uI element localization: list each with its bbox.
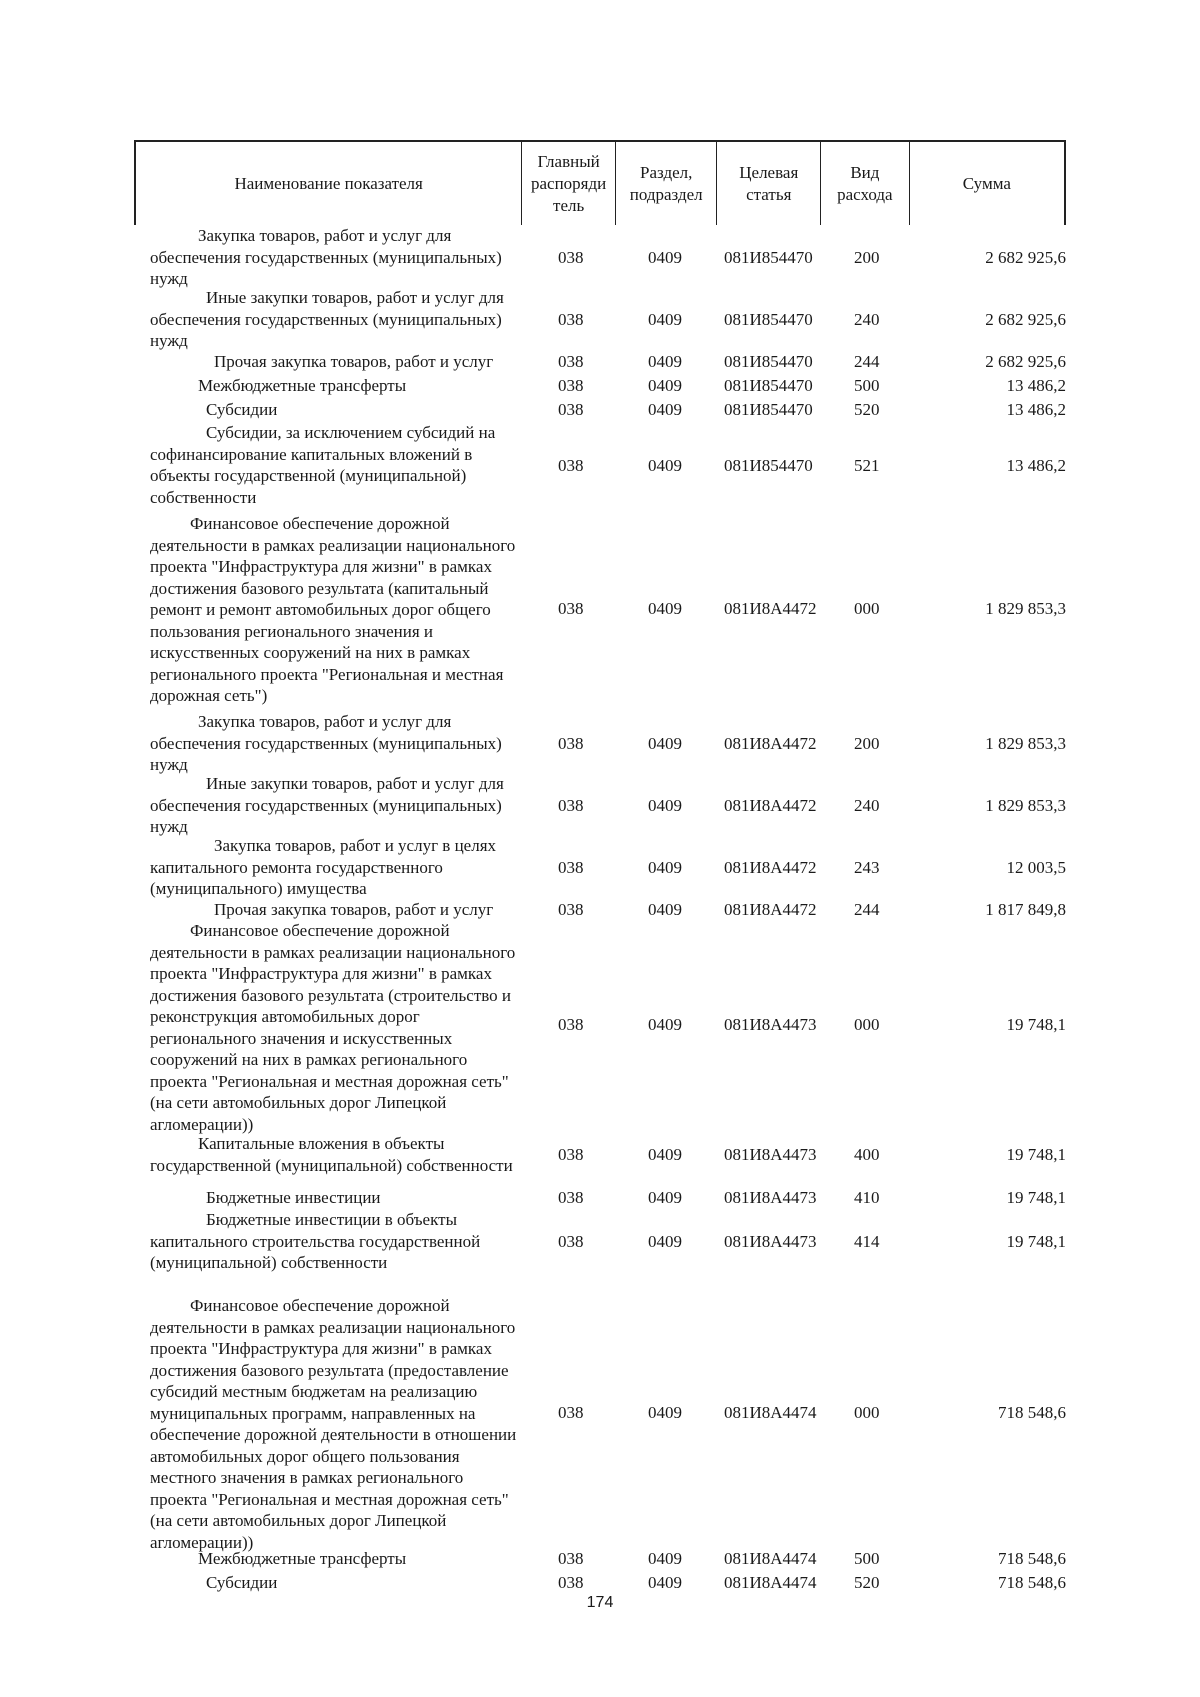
row-celevaya: 081И8А4473 (724, 1232, 817, 1251)
row-summa: 19 748,1 (1006, 1188, 1066, 1207)
row-vid: 240 (854, 796, 880, 815)
row-razdel: 0409 (648, 376, 682, 395)
row-name: Закупка товаров, работ и услуг для обеспечения государственных (муниципальных) нужд (150, 712, 502, 774)
row-celevaya: 081И8А4473 (724, 1188, 817, 1207)
row-glavny: 038 (558, 1573, 584, 1592)
page-number: 174 (586, 1594, 614, 1611)
row-summa: 19 748,1 (1006, 1232, 1066, 1251)
table-row (134, 225, 1066, 290)
row-name: Капитальные вложения в объекты государственной (муниципальной) собственности (150, 1134, 513, 1175)
row-razdel: 0409 (648, 310, 682, 329)
header-celevaya: Целевая статья (716, 142, 820, 225)
row-glavny: 038 (558, 858, 584, 877)
row-summa: 2 682 925,6 (985, 248, 1066, 267)
row-razdel: 0409 (648, 1573, 682, 1592)
row-vid: 500 (854, 1549, 880, 1568)
row-celevaya: 081И854470 (724, 248, 813, 267)
row-summa: 19 748,1 (1006, 1015, 1066, 1034)
row-vid: 410 (854, 1188, 880, 1207)
row-glavny: 038 (558, 310, 584, 329)
row-celevaya: 081И8А4472 (724, 796, 817, 815)
row-celevaya: 081И854470 (724, 400, 813, 419)
row-glavny: 038 (558, 1403, 584, 1422)
row-razdel: 0409 (648, 400, 682, 419)
row-glavny: 038 (558, 376, 584, 395)
table-row (134, 835, 1066, 900)
table-row (134, 1548, 1066, 1570)
table-row (134, 287, 1066, 352)
table-row (134, 773, 1066, 838)
row-vid: 400 (854, 1145, 880, 1164)
row-glavny: 038 (558, 599, 584, 618)
row-name: Бюджетные инвестиции в объекты капитального строительства государственной (муниципальной) собственности (150, 1210, 481, 1272)
row-celevaya: 081И8А4473 (724, 1015, 817, 1034)
table-row (134, 1133, 1066, 1177)
row-celevaya: 081И8А4472 (724, 900, 817, 919)
table-header (134, 140, 1066, 225)
row-summa: 1 817 849,8 (985, 900, 1066, 919)
row-razdel: 0409 (648, 1145, 682, 1164)
row-glavny: 038 (558, 400, 584, 419)
table-row (134, 920, 1066, 1134)
row-name: Межбюджетные трансферты (198, 1549, 407, 1568)
table-row (134, 711, 1066, 776)
row-celevaya: 081И8А4472 (724, 734, 817, 753)
row-celevaya: 081И8А4474 (724, 1403, 817, 1422)
row-glavny: 038 (558, 900, 584, 919)
row-glavny: 038 (558, 248, 584, 267)
row-name: Бюджетные инвестиции (206, 1188, 381, 1207)
row-celevaya: 081И8А4474 (724, 1549, 817, 1568)
row-summa: 13 486,2 (1006, 456, 1066, 475)
row-glavny: 038 (558, 1188, 584, 1207)
row-razdel: 0409 (648, 900, 682, 919)
row-vid: 244 (854, 352, 880, 371)
header-glavny: Главный распоряди тель (521, 142, 615, 225)
row-celevaya: 081И854470 (724, 352, 813, 371)
row-celevaya: 081И8А4474 (724, 1573, 817, 1592)
row-glavny: 038 (558, 1232, 584, 1251)
row-vid: 521 (854, 456, 880, 475)
row-name: Субсидии, за исключением субсидий на софинансирование капитальных вложений в объекты государственной (муниципальной) собственности (150, 423, 496, 507)
row-glavny: 038 (558, 1145, 584, 1164)
row-glavny: 038 (558, 1549, 584, 1568)
row-vid: 520 (854, 400, 880, 419)
row-razdel: 0409 (648, 1015, 682, 1034)
table-row (134, 375, 1066, 397)
row-vid: 244 (854, 900, 880, 919)
row-celevaya: 081И8А4473 (724, 1145, 817, 1164)
row-name: Финансовое обеспечение дорожной деятельности в рамках реализации национального проекта "Инфраструктура для жизни" в рамках достижения базового результата (строительство и реконструкция автомобильных дорог регионального значения и искусственных сооружений на них в рамках регионального проекта "Региональная и местная дорожная сеть" (на сети автомобильных дорог Липецкой агломерации)) (150, 921, 516, 1134)
table-row (134, 1187, 1066, 1209)
row-name: Финансовое обеспечение дорожной деятельности в рамках реализации национального проекта "Инфраструктура для жизни" в рамках достижения базового результата (капитальный ремонт и ремонт автомобильных дорог общего пользования регионального значения и искусственных сооружений на них в рамках регионального проекта "Региональная и местная дорожная сеть") (150, 514, 516, 705)
row-summa: 1 829 853,3 (985, 734, 1066, 753)
table-row (134, 1209, 1066, 1274)
header-vid: Вид расхода (820, 142, 909, 225)
row-razdel: 0409 (648, 796, 682, 815)
row-name: Иные закупки товаров, работ и услуг для обеспечения государственных (муниципальных) нужд (150, 288, 504, 350)
table-row (134, 399, 1066, 421)
row-name: Межбюджетные трансферты (198, 376, 407, 395)
row-celevaya: 081И854470 (724, 456, 813, 475)
row-razdel: 0409 (648, 1403, 682, 1422)
row-razdel: 0409 (648, 1188, 682, 1207)
row-vid: 520 (854, 1573, 880, 1592)
row-razdel: 0409 (648, 1232, 682, 1251)
row-name: Прочая закупка товаров, работ и услуг (214, 900, 494, 919)
table-row (134, 899, 1066, 921)
row-summa: 19 748,1 (1006, 1145, 1066, 1164)
row-vid: 000 (854, 1015, 880, 1034)
row-vid: 500 (854, 376, 880, 395)
row-glavny: 038 (558, 1015, 584, 1034)
row-razdel: 0409 (648, 599, 682, 618)
row-celevaya: 081И854470 (724, 310, 813, 329)
row-name: Прочая закупка товаров, работ и услуг (214, 352, 494, 371)
row-name: Закупка товаров, работ и услуг для обеспечения государственных (муниципальных) нужд (150, 226, 502, 288)
table-row (134, 1572, 1066, 1594)
row-razdel: 0409 (648, 1549, 682, 1568)
table-row (134, 422, 1066, 510)
row-name: Закупка товаров, работ и услуг в целях капитального ремонта государственного (муниципального) имущества (150, 836, 497, 898)
row-name: Иные закупки товаров, работ и услуг для обеспечения государственных (муниципальных) нужд (150, 774, 504, 836)
table-row (134, 351, 1066, 373)
row-razdel: 0409 (648, 858, 682, 877)
table-row (134, 513, 1066, 708)
row-razdel: 0409 (648, 734, 682, 753)
row-summa: 13 486,2 (1006, 376, 1066, 395)
header-summa: Сумма (909, 142, 1064, 225)
row-vid: 200 (854, 734, 880, 753)
row-glavny: 038 (558, 734, 584, 753)
row-glavny: 038 (558, 796, 584, 815)
row-razdel: 0409 (648, 352, 682, 371)
header-name: Наименование показателя (234, 173, 423, 193)
row-summa: 2 682 925,6 (985, 352, 1066, 371)
row-vid: 000 (854, 599, 880, 618)
row-summa: 1 829 853,3 (985, 599, 1066, 618)
row-summa: 718 548,6 (998, 1549, 1066, 1568)
row-vid: 200 (854, 248, 880, 267)
row-vid: 000 (854, 1403, 880, 1422)
row-summa: 13 486,2 (1006, 400, 1066, 419)
row-summa: 12 003,5 (1006, 858, 1066, 877)
row-vid: 243 (854, 858, 880, 877)
row-vid: 240 (854, 310, 880, 329)
header-razdel: Раздел, подраздел (615, 142, 717, 225)
row-celevaya: 081И854470 (724, 376, 813, 395)
row-glavny: 038 (558, 352, 584, 371)
row-summa: 718 548,6 (998, 1573, 1066, 1592)
row-glavny: 038 (558, 456, 584, 475)
row-celevaya: 081И8А4472 (724, 858, 817, 877)
row-summa: 1 829 853,3 (985, 796, 1066, 815)
row-celevaya: 081И8А4472 (724, 599, 817, 618)
row-name: Субсидии (206, 400, 278, 419)
row-razdel: 0409 (648, 456, 682, 475)
row-razdel: 0409 (648, 248, 682, 267)
row-summa: 2 682 925,6 (985, 310, 1066, 329)
row-vid: 414 (854, 1232, 880, 1251)
table-row (134, 1295, 1066, 1552)
row-name: Финансовое обеспечение дорожной деятельности в рамках реализации национального проекта "Инфраструктура для жизни" в рамках достижения базового результата (предоставление субсидий местным бюджетам на реализацию муниципальных программ, направленных на обеспечение дорожной деятельности в отношении автомобильных дорог общего пользования местного значения в рамках регионального проекта "Региональная и местная дорожная сеть" (на сети автомобильных дорог Липецкой агломерации)) (150, 1296, 517, 1552)
row-name: Субсидии (206, 1573, 278, 1592)
row-summa: 718 548,6 (998, 1403, 1066, 1422)
